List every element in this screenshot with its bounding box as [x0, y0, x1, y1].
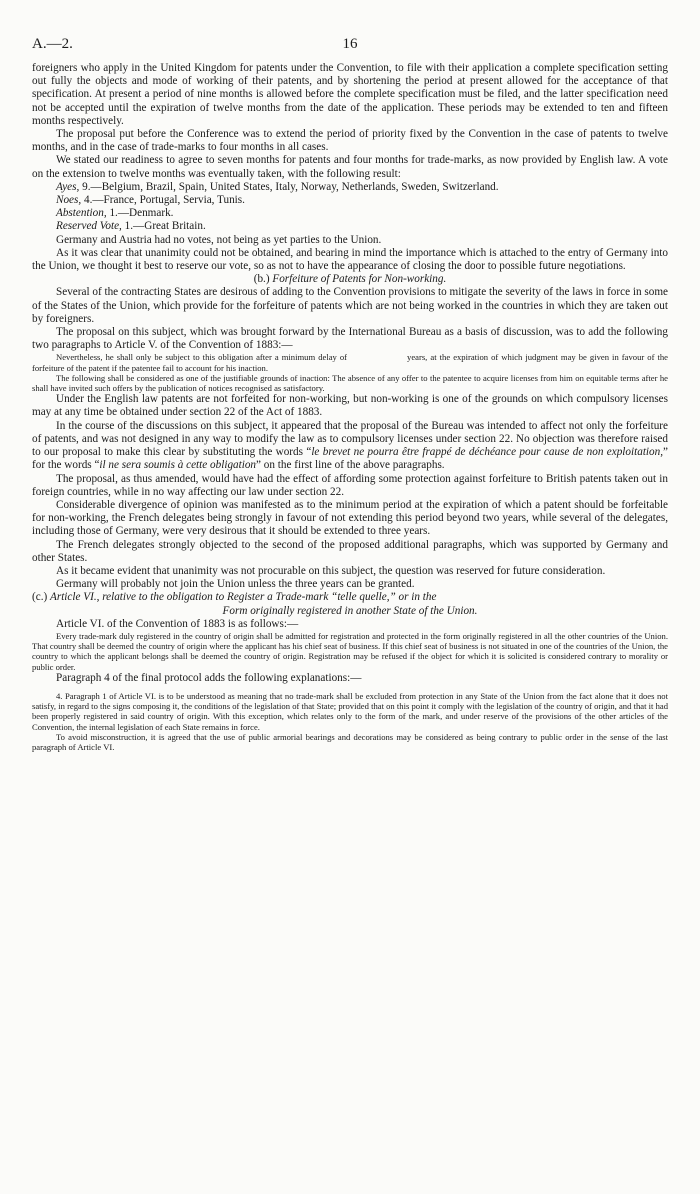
vote-abstention-label: Abstention, — [56, 207, 107, 220]
paragraph: Germany and Austria had no votes, not being as yet parties to the Union. — [56, 233, 382, 246]
page-header — [32, 36, 668, 62]
vote-noes-label: Noes, — [56, 194, 82, 207]
quoted-article — [32, 631, 668, 672]
paragraph: Considerable divergence of opinion was manifested as to the minimum period at the expiration of which a patent should be forfeitable for non-working, the French delegates being strongly in favour of not extending this period beyond two years, while several of the delegates, including those of Germany, were very desirous that it should be extended to three years. — [32, 498, 668, 538]
paragraph — [32, 420, 668, 473]
paragraph: Germany will probably not join the Union unless the three years can be granted. — [56, 578, 415, 591]
section-c-prefix: (c.) — [32, 591, 51, 604]
vote-abstention-text: 1.—Denmark. — [106, 207, 174, 220]
paragraph: We stated our readiness to agree to seven months for patents and four months for trade-marks, as now provided by English law. A vote on the extension to twelve months was eventually taken, with the following result: — [32, 154, 668, 180]
document-page — [32, 36, 668, 752]
paragraph: The proposal put before the Conference was to extend the period of priority fixed by the Convention in the case of patents to twelve months, and in the case of trade-marks to four months in all cases. — [32, 128, 668, 154]
vote-noes-text: 4.—France, Portugal, Servia, Tunis. — [81, 194, 245, 207]
quoted-protocol — [32, 691, 668, 752]
vote-ayes-text: 9.—Belgium, Brazil, Spain, United States, Italy, Norway, Netherlands, Sweden, Switzerland. — [79, 180, 499, 193]
french-phrase: il ne sera soumis à cette obligation — [99, 459, 257, 472]
vote-reserved — [32, 220, 668, 233]
page-number: 16 — [342, 36, 358, 52]
section-c-title-line1: Article VI., relative to the obligation to Register a Trade-mark “telle quelle,” or in the — [50, 591, 437, 604]
quote-text: years, at the expiration of which judgment may be given in favour of the forfeiture of the patent if the patentee fail to account for his inaction. — [32, 352, 668, 373]
section-heading-b — [32, 273, 668, 286]
vote-reserved-text: 1.—Great Britain. — [121, 220, 206, 233]
paragraph: The proposal, as thus amended, would have had the effect of affording some protection against forfeiture to British patents taken out in foreign countries, while in no way affecting our law under section 22. — [32, 472, 668, 498]
paragraph: The proposal on this subject, which was brought forward by the International Bureau as a basis of discussion, was to add the following two paragraphs to Article V. of the Convention of 1883:— — [32, 326, 668, 352]
vote-ayes-label: Ayes, — [56, 180, 80, 193]
vote-ayes — [32, 181, 668, 194]
paragraph: Article VI. of the Convention of 1883 is as follows:— — [56, 617, 299, 630]
paragraph: Several of the contracting States are desirous of adding to the Convention provisions to mitigate the severity of the laws in force in some of the States of the Union, which provide for the forfeiture of patents which are not being worked in the countries in which they are taken out by foreigners. — [32, 286, 668, 325]
paragraph: foreigners who apply in the United Kingdom for patents under the Convention, to file with their application a complete specification setting out fully the objects and mode of working of their patents, and by shortening the period at present allowed for the acceptance of that specification. At present a period of nine months is allowed before the complete specification must be filed, and the latter specification need not be accepted until the expiration of twelve months from the date of the application. These periods may be extended to ten and fifteen months respectively. — [32, 62, 668, 127]
quote-paragraph: The following shall be considered as one of the justifiable grounds of inaction: The absence of any offer to the patentee to acquire licenses from him on equitable terms after he shall have invited such offers by the publication of notices recognised as satisfactory. — [32, 372, 668, 394]
document-reference: A.—2. — [32, 36, 73, 52]
paragraph-text: In the course of the discussions on this subject, it appeared that the proposal of the Bureau was intended to affect not only the forfeiture of patents, and was not designed in any way to modify the law as to compulsory licenses under section 22. No objection was therefore raised to our proposal to make this clear by substituting the words “ — [32, 419, 668, 459]
paragraph-text: ” for the words “ — [32, 446, 668, 472]
section-b-title: Forfeiture of Patents for Non-working. — [272, 273, 447, 286]
paragraph: As it became evident that unanimity was not procurable on this subject, the question was reserved for future consideration. — [56, 564, 606, 577]
vote-abstention — [32, 207, 668, 220]
quote-paragraph: Every trade-mark duly registered in the country of origin shall be admitted for registration and protected in the form originally registered in all the other countries of the Union. That country shall be deemed the country of origin where the applicant has his chief seat of business. If this chief seat of business is not situated in one of the countries of the Union, the country to which the applicant belongs shall be deemed the country of origin. Registration may be refused if the object for which it is solicited is considered contrary to morality or public order. — [32, 630, 668, 672]
section-heading-c — [32, 591, 668, 604]
section-c-title-line2: Form originally registered in another State of the Union. — [222, 604, 478, 617]
vote-noes — [32, 194, 668, 207]
paragraph: As it was clear that unanimity could not be obtained, and bearing in mind the importance which is attached to the entry of Germany into the Union, we thought it best to reserve our vote, so as not to have the appearance of closing the door to possible future negotiations. — [32, 246, 668, 273]
paragraph-text: ” on the first line of the above paragraphs. — [256, 459, 445, 472]
vote-reserved-label: Reserved Vote, — [56, 220, 122, 233]
quote-text: Nevertheless, he shall only be subject to this obligation after a minimum delay of — [56, 352, 348, 363]
quote-paragraph: 4. Paragraph 1 of Article VI. is to be understood as meaning that no trade-mark shall be excluded from protection in any State of the Union from the fact alone that it does not satisfy, in regard to the signs composing it, the conditions of the legislation of that State; provided that on this point it comply with the legislation of the country of origin, and that it had been properly registered in said country of origin. With this exception, which relates only to the form of the mark, and under reserve of the provisions of the other articles of the Convention, the internal legislation of each State remains in force. — [32, 690, 668, 732]
paragraph: The French delegates strongly objected to the second of the proposed additional paragraphs, which was supported by Germany and other States. — [32, 538, 668, 564]
document-body — [32, 62, 668, 752]
french-phrase: le brevet ne pourra être frappé de déchéance pour cause de non exploitation, — [311, 446, 664, 459]
quote-paragraph — [32, 352, 668, 372]
quoted-proposal — [32, 352, 668, 393]
quote-paragraph: To avoid misconstruction, it is agreed that the use of public armorial bearings and decorations may be considered as being contrary to public order in the sense of the last paragraph of Article VI. — [32, 731, 668, 752]
section-b-prefix: (b.) — [253, 273, 273, 286]
paragraph: Paragraph 4 of the final protocol adds the following explanations:— — [56, 671, 362, 684]
paragraph: Under the English law patents are not forfeited for non-working, but non-working is one of the grounds on which compulsory licenses may at any time be obtained under section 22 of the Act of 1883. — [32, 393, 668, 419]
